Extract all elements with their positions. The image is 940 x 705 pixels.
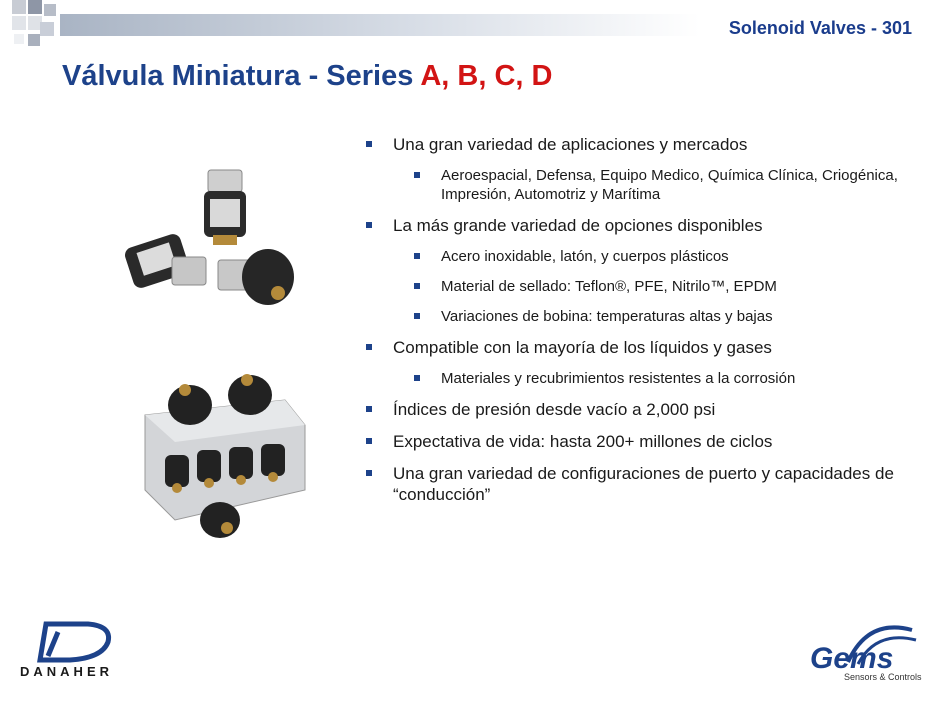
bullet-text: Una gran variedad de configuraciones de puerto y capacidades de “conducción” bbox=[393, 464, 894, 504]
valve-manifold-photo bbox=[135, 370, 310, 545]
header-bar bbox=[60, 14, 700, 36]
bullet-text: La más grande variedad de opciones disponibles bbox=[393, 216, 763, 235]
gems-logo bbox=[808, 622, 928, 684]
danaher-wordmark: DANAHER bbox=[20, 664, 113, 679]
miniature-valves-photo bbox=[120, 165, 300, 320]
bullet-square-icon bbox=[366, 222, 372, 228]
bullet-text: Material de sellado: Teflon®, PFE, Nitrilo™, EPDM bbox=[441, 278, 777, 295]
bullet-item bbox=[366, 277, 906, 296]
gems-tagline: Sensors & Controls bbox=[844, 672, 922, 682]
bullet-square-icon bbox=[366, 438, 372, 444]
bullet-square-icon bbox=[414, 253, 420, 259]
bullet-item bbox=[366, 337, 906, 358]
bullet-item bbox=[366, 215, 906, 236]
bullet-item bbox=[366, 463, 906, 505]
bullet-text: Materiales y recubrimientos resistentes a la corrosión bbox=[441, 370, 796, 387]
bullet-square-icon bbox=[414, 375, 420, 381]
bullet-text: Acero inoxidable, latón, y cuerpos plásticos bbox=[441, 248, 729, 265]
bullet-item bbox=[366, 431, 906, 452]
danaher-logo bbox=[18, 620, 138, 680]
gems-wordmark: Gems bbox=[810, 642, 894, 675]
bullet-square-icon bbox=[366, 141, 372, 147]
bullet-square-icon bbox=[366, 470, 372, 476]
bullet-text: Aeroespacial, Defensa, Equipo Medico, Química Clínica, Criogénica, Impresión, Automotriz y Marítima bbox=[441, 167, 898, 203]
bullet-text: Una gran variedad de aplicaciones y mercados bbox=[393, 135, 748, 154]
bullet-text: Índices de presión desde vacío a 2,000 psi bbox=[393, 400, 716, 419]
header-label: Solenoid Valves - 301 bbox=[728, 18, 912, 38]
bullet-list bbox=[366, 134, 906, 516]
bullet-square-icon bbox=[414, 283, 420, 289]
bullet-item bbox=[366, 399, 906, 420]
bullet-square-icon bbox=[414, 172, 420, 178]
bullet-item bbox=[366, 247, 906, 266]
bullet-item bbox=[366, 307, 906, 326]
title-highlight: A, B, C, D bbox=[420, 60, 553, 92]
bullet-text: Compatible con la mayoría de los líquidos y gases bbox=[393, 338, 772, 357]
bullet-item bbox=[366, 166, 906, 204]
bullet-text: Variaciones de bobina: temperaturas altas y bajas bbox=[441, 308, 773, 325]
bullet-item bbox=[366, 369, 906, 388]
bullet-text: Expectativa de vida: hasta 200+ millones de ciclos bbox=[393, 432, 773, 451]
bullet-square-icon bbox=[414, 313, 420, 319]
bullet-square-icon bbox=[366, 406, 372, 412]
bullet-square-icon bbox=[366, 344, 372, 350]
title-prefix: Válvula Miniatura - Series bbox=[62, 60, 421, 92]
page-title bbox=[62, 60, 552, 93]
bullet-item bbox=[366, 134, 906, 155]
